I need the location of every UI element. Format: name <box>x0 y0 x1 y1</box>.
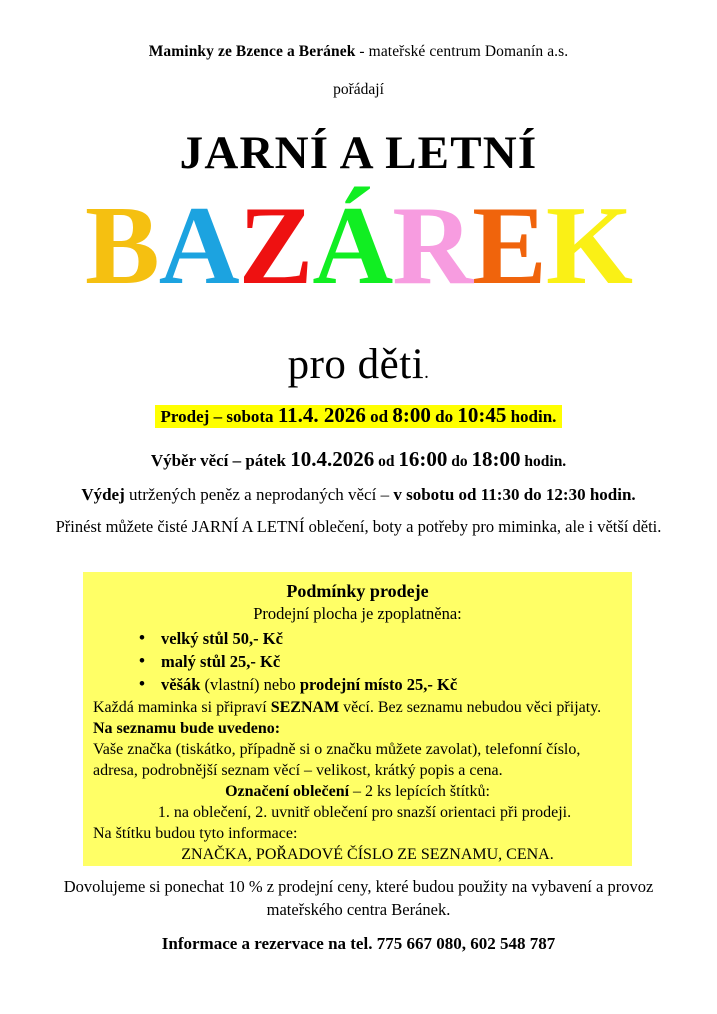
seznam-heading: Na seznamu bude uvedeno: <box>93 720 281 737</box>
vydej-label: Výdej <box>81 485 125 504</box>
bazarek-letter-4: R <box>392 184 473 308</box>
organizer-line <box>0 42 717 62</box>
vyber-time-from: 16:00 <box>398 447 448 471</box>
bazarek-letter-0: B <box>85 184 159 308</box>
list-item <box>139 650 622 673</box>
prodej-mid2: do <box>430 407 458 426</box>
bazarek-letter-5: E <box>472 184 546 308</box>
price-item-bold: velký stůl 50,- Kč <box>161 629 283 648</box>
subtitle-text: pro děti <box>287 341 425 388</box>
bazarek-letter-3: Á <box>312 184 393 308</box>
prodej-time-from: 8:00 <box>392 403 431 427</box>
prodej-date: 11.4. 2026 <box>277 403 366 427</box>
prodej-mid1: od <box>365 407 393 426</box>
vydej-middle: utržených peněz a neprodaných věcí – <box>124 485 394 504</box>
poradaji-label: pořádají <box>333 81 384 98</box>
vyber-date: 10.4.2026 <box>290 447 375 471</box>
oznaceni-label: Označení oblečení <box>225 783 350 800</box>
list-item <box>139 673 622 696</box>
bring-note: Přinést můžete čisté JARNÍ A LETNÍ oblečení, boty a potřeby pro miminka, ale i větší děti. <box>55 517 662 536</box>
price-item-bold: věšák <box>161 675 201 694</box>
vyber-prefix: Výběr věcí – pátek <box>150 451 291 470</box>
contact-line: Informace a rezervace na tel. 775 667 080, 602 548 787 <box>161 934 556 953</box>
seznam-text-c: věcí. Bez seznamu nebudou věci přijaty. <box>339 699 602 716</box>
seznam-text-a: Každá maminka si připraví <box>93 699 271 716</box>
title-subtitle <box>0 340 717 398</box>
oznaceni-line <box>93 781 622 802</box>
vyber-suffix: hodin. <box>520 453 567 470</box>
vyber-mid1: od <box>374 453 399 470</box>
schedule-vydej-line <box>0 483 717 507</box>
vyber-time-to: 18:00 <box>471 447 521 471</box>
conditions-price-list <box>93 627 622 696</box>
prodej-prefix: Prodej – sobota <box>160 407 278 426</box>
price-item-regular: (vlastní) nebo <box>200 675 300 694</box>
stitek-fields: ZNAČKA, POŘADOVÉ ČÍSLO ZE SEZNAMU, CENA. <box>181 846 554 863</box>
stitky-detail: 1. na oblečení, 2. uvnitř oblečení pro snazší orientaci při prodeji. <box>157 804 572 821</box>
list-item <box>139 627 622 650</box>
bazarek-letter-6: K <box>545 184 632 308</box>
stitek-heading: Na štítku budou tyto informace: <box>93 825 298 842</box>
organizer-detail: - mateřské centrum Domanín a.s. <box>355 43 569 60</box>
title-season: JARNÍ A LETNÍ <box>179 127 538 179</box>
organizer-name: Maminky ze Bzence a Beránek <box>148 43 356 60</box>
bazarek-letter-1: A <box>158 184 239 308</box>
prodej-suffix: hodin. <box>506 407 557 426</box>
vyber-mid2: do <box>447 453 472 470</box>
seznam-paragraph <box>93 697 622 718</box>
schedule-prodej-highlight <box>155 405 563 428</box>
conditions-box <box>83 572 632 866</box>
vydej-time: v sobotu od 11:30 do 12:30 hodin. <box>393 485 636 504</box>
subtitle-period: . <box>424 362 430 383</box>
prodej-time-to: 10:45 <box>457 403 507 427</box>
conditions-subtitle: Prodejní plocha je zpoplatněna: <box>253 604 462 623</box>
schedule-prodej-line <box>0 403 717 430</box>
oznaceni-detail: – 2 ks lepících štítků: <box>349 783 490 800</box>
commission-note: Dovolujeme si ponechat 10 % z prodejní ceny, které budou použity na vybavení a provoz mateřského centra Beránek. <box>63 877 654 919</box>
price-item-bold: malý stůl 25,- Kč <box>161 652 281 671</box>
schedule-vyber-line <box>0 447 717 474</box>
bazarek-letter-2: Z <box>238 184 313 308</box>
price-item-bold2: prodejní místo 25,- Kč <box>299 675 458 694</box>
conditions-title: Podmínky prodeje <box>286 581 429 601</box>
title-bazarek <box>0 185 717 307</box>
seznam-keyword: SEZNAM <box>270 699 340 716</box>
seznam-body: Vaše značka (tiskátko, případně si o značku můžete zavolat), telefonní číslo, adresa, podrobnější seznam věcí – velikost, krátký popis a cena. <box>93 741 581 779</box>
